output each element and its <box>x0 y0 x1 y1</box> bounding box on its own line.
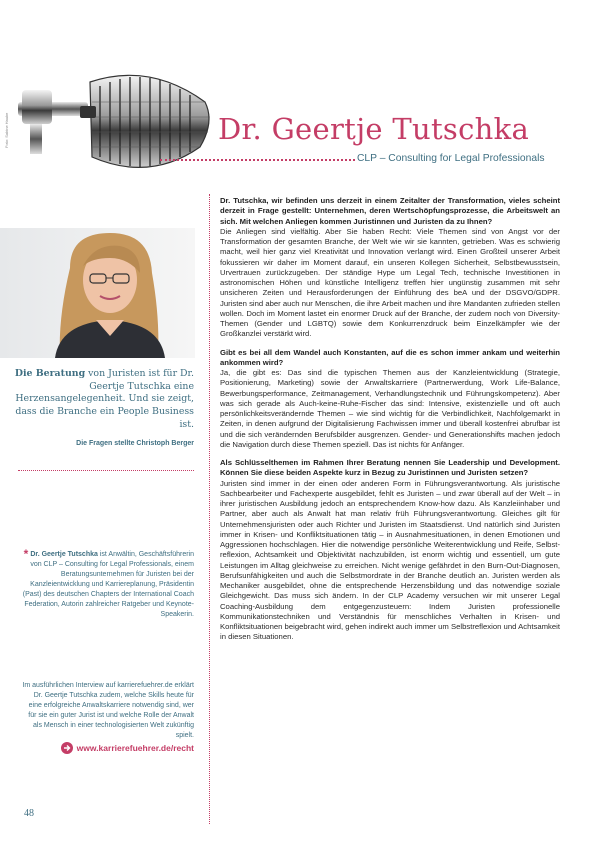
asterisk-icon: * <box>23 547 29 561</box>
link-row[interactable] <box>58 742 194 754</box>
column-dotted-divider <box>209 194 210 824</box>
pull-quote <box>0 368 194 432</box>
page-title: Dr. Geertje Tutschka <box>218 112 530 146</box>
answer-1: Die Anliegen sind vielfältig. Aber Sie haben Recht: Viele Themen sind von Angst vor der Transformation der gesamten Branche, der Welt wie wir sie kannten, getrieben. Was es schwierig macht, weil hier ganz viel Kreativität und Innovation verlangt wird. Einen Großteil unserer Arbeit fokussieren wir daher im Moment darauf, ein unseren Kollegen Sicherheit, Selbstbewusstsein, Urvertrauen zurückzugeben. Der ständige Hype um Legal Tech, technische Investitionen in astronomischen Höhen und künstliche Intelligenz treffen hier ungünstig zusammen mit sehr unsicheren Zeiten und Herausforderungen der Einführung des beA und der DSGVO/GDPR. Juristen sind aber auch nur Menschen, die ihre Arbeit machen und ihre Mandanten zufrieden stellen wollen. Doch im Moment lastet ein enormer Druck auf der Branche, der zudem noch von Diversity-Themen (Gender und LGBTQ) sowie dem Konkurrenzdruck beim Einzelkämpfer wie der Großkanzlei verstärkt wird. <box>220 226 560 339</box>
bio-text: ist Anwältin, Geschäftsführerin von CLP – Consulting for Legal Professionals, einem Beratungsunternehmen für Juristen bei der Kanzleientwicklung und Karriereplanung, Präsidentin (Past) des deutschen Chapters der International Coach Federation, Autorin zahlreicher Ratgeber und Keynote-Speakerin. <box>22 551 194 618</box>
author-bio <box>20 549 194 620</box>
microphone-image <box>0 62 220 182</box>
answer-2: Ja, die gibt es: Das sind die typischen Themen aus der Kanzleientwicklung (Strategie, Positionierung, Marketing) sowie der Anwaltskarriere (Partnerwerdung, Work Life-Balance, Bewerbungsperformance, Zeitmanagement, Verhandlungstechnik und Führungskompetenz). Aber was sich gerade als Auch-keine-Ruhe-Fischer das sind: Intensive, existenzielle und oft auch persönlichkeitsverändernde Themen – wie sind wichtig für die Verbindlichkeit, Nachfolgemarkt in Zeiten, in denen aufgrund der Digitalisierung Fachwissen immer und überall kostenfrei abrufbar ist und die sich verändernden Berufsbilder ausgrenzen. Gender- und Generationshifts machen jedoch die Navigation durch diese Themen speziell. Das ist nichts für Anfänger. <box>220 368 560 449</box>
portrait-photo <box>0 228 195 358</box>
pull-quote-text: von Juristen ist für Dr. Geertje Tutschka eine Herzensangelegenheit. Und sie zeigt, dass die Branche ein People Business ist. <box>15 368 194 430</box>
sidebar-dotted-divider <box>18 470 194 471</box>
title-dotted-divider <box>160 159 355 161</box>
interview-teaser: Im ausführlichen Interview auf karrierefuehrer.de erklärt Dr. Geertje Tutschka zudem, welche Skills heute für eine erfolgreiche Anwaltskarriere notwendig sind, wer für sie ein guter Jurist ist und welche Rolle der Anwalt als Mensch in einer technologisierten Welt zukünftig spielt. <box>22 682 194 739</box>
question-3: Als Schlüsselthemen im Rahmen Ihrer Beratung nennen Sie Leadership und Development. Können Sie diese beiden Aspekte kurz in Bezug zu Juristinnen und Juristen setzen? <box>220 458 560 478</box>
answer-3: Juristen sind immer in der einen oder anderen Form in Führungsverantwortung. Als juristische Sachbearbeiter und Fachexperte ausgebildet, fehlt es Juristen – und zwar überall auf der Welt – in ihrer juristischen Ausbildung jedoch an entsprechendem Know-how dazu. Als Kanzleiinhaber und Partner, aber auch als Anwalt hat man relativ früh Führungsverantwortung. Gleiches gilt für Unternehmensjuristen oder auch Richter und Juristen im Staatsdienst. Und natürlich sind Juristen immer in Krisen- und Konfliktsituationen tätig – in Ausnahmesituationen, in denen Emotionen und Aggressionen hochschlagen. Hier die notwendige persönliche Weiterentwicklung und Reife, Selbstreflexion, Achtsamkeit und Objektivität nachzubilden, ist enorm wichtig und essentiell, um gute Leistungen im Alltag gleichweise zu erreichen. Nicht wenige gefährdet in den Burn-Out-Diagnosen, Berufsunfähigkeiten und auch die Selbstmordrate in der Branche deutlich an. Juristen werden als Mechaniker ausgebildet, ohne die entsprechende Herzensbildung und das notwendige soziale Gleichgewicht. Das muss sich ändern. In der CLP Academy versuchen wir mit unserer Legal Coaching-Ausbildung dem entgegenzusteuern: Indem Juristen professionelle Kommunikationstechniken und Verständnis für menschliches Verhalten in Krisen- und Konfliktsituationen beigebracht wird, gehen indirekt auch immer um Selbstreflexion und Achtsamkeit in diesen Situationen. <box>220 478 560 642</box>
page-subtitle: CLP – Consulting for Legal Professionals <box>357 153 545 164</box>
question-1: Dr. Tutschka, wir befinden uns derzeit in einem Zeitalter der Transformation, vieles scheint derzeit in Frage gestellt: Unternehmen, deren Wertschöpfungsprozesse, die Arbeitswelt an sich. Mit welchen Anliegen kommen Juristinnen und Juristen da zu Ihnen? <box>220 196 560 226</box>
photo-credit: Foto: Sabine Hauke <box>4 112 9 148</box>
page-number: 48 <box>24 808 34 819</box>
interview-body <box>220 196 560 643</box>
question-2: Gibt es bei all dem Wandel auch Konstanten, auf die es schon immer ankam und weiterhin ankommen wird? <box>220 347 560 367</box>
bio-name: Dr. Geertje Tutschka <box>30 551 98 558</box>
karrierefuehrer-link[interactable]: www.karrierefuehrer.de/recht <box>76 743 194 753</box>
pull-quote-prefix: Die Beratung <box>14 368 86 379</box>
arrow-right-icon <box>61 742 73 754</box>
interview-credit: Die Fragen stellte Christoph Berger <box>76 440 194 447</box>
